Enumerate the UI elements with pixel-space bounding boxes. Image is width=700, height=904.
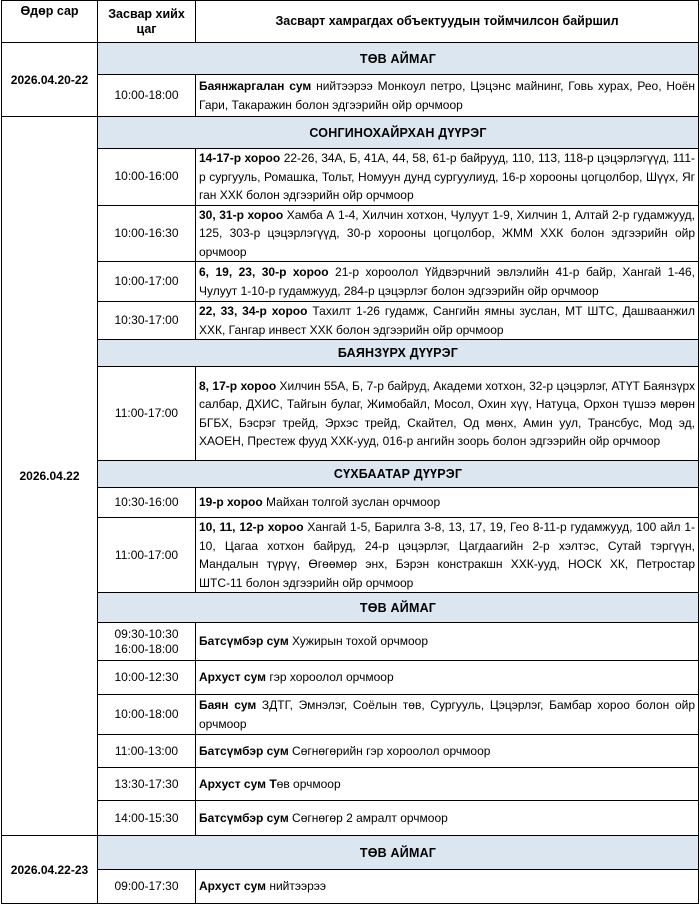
table-row: [2, 262, 699, 302]
time-cell: 10:00-16:30: [98, 205, 196, 262]
location-cell: [196, 302, 699, 340]
location-text: ЗДТГ, Эмнэлэг, Соёлын төв, Сургууль, Цэцэрлэг, Бамбар хороо болон ойр орчмоор: [199, 698, 695, 731]
location-text: Тахилт 1-26 гудамж, Сангийн ямны зуслан, МТ ШТС, Дашваанжил ХХК, Гангар инвест ХХК болон эдгээрийн ойр орчмоор: [199, 304, 696, 337]
location-bold: Батсүмбэр сум: [199, 634, 289, 649]
location-bold: 22, 33, 34-р хороо: [199, 304, 308, 318]
time-cell: 10:30-16:00: [98, 488, 196, 518]
location-cell: [196, 870, 699, 904]
time-cell: 10:00-12:30: [98, 661, 196, 695]
date-column-header: Өдөр сар: [2, 1, 98, 43]
time-cell: 10:30-17:00: [98, 302, 196, 340]
location-text: 21-р хороолол Үйдвэрчний эвлэлийн 41-р байр, Хангай 1-46, Чулуут 1-10-р гудамжууд, 284-р цэцэрлэг болон эдгээрийн ойр орчмоор: [199, 265, 695, 298]
location-text: Майхан толгой зуслан орчмоор: [262, 495, 441, 510]
table-row: [2, 695, 699, 735]
time-cell: 10:00-16:00: [98, 149, 196, 206]
region-header: СҮХБААТАР ДҮҮРЭГ: [98, 461, 699, 488]
region-header: СОНГИНОХАЙРХАН ДҮҮРЭГ: [98, 117, 699, 149]
region-header: ТӨВ АЙМАГ: [98, 836, 699, 870]
table-row: [2, 870, 699, 904]
location-text: Хангай 1-5, Барилга 3-8, 13, 17, 19, Гео 8-11-р гудамжууд, 100 айл 1-10, Цагаа хотхон байруд, 24-р цэцэрлэг, Цагдаагийн 2-р хэлтэс, Сутай тэргүүн, Мандалын түрүү, Өгөөмөр энх, Бэрэн констракшн ХХК-ууд, НОСК ХК, Петростар ШТС-11 болон эдгээрийн ойр орчмоор: [199, 520, 695, 590]
table-row: [2, 623, 699, 661]
table-row: [2, 488, 699, 518]
table-row: [2, 801, 699, 836]
region-header: ТӨВ АЙМАГ: [98, 593, 699, 623]
location-cell: [196, 623, 699, 661]
location-text: Сөгнөгөр 2 амралт орчмоор: [288, 810, 448, 825]
region-row: [2, 836, 699, 870]
location-text: нийтээрээ: [265, 879, 327, 894]
location-text: нийтээрээ Монкоул петро, Цэцэнс майнинг, Говь хурах, Рео, Ноён Гари, Такаражин болон эдгээрийн ойр орчмоор: [199, 79, 696, 112]
location-text: гэр хороолол орчмоор: [265, 670, 394, 685]
schedule-table: [1, 0, 699, 904]
header-row: [2, 1, 699, 43]
location-cell: [196, 149, 699, 206]
table-row: [2, 149, 699, 206]
table-row: [2, 205, 699, 262]
date-cell: 2026.04.22-23: [2, 836, 98, 904]
region-row: [2, 117, 699, 149]
location-bold: Архуст сум: [199, 670, 266, 685]
location-cell: [196, 801, 699, 836]
location-bold: 30, 31-р хороо: [199, 207, 284, 222]
time-cell: 09:30-10:30 16:00-18:00: [98, 623, 196, 661]
location-cell: [196, 262, 699, 302]
region-row: [2, 340, 699, 367]
time-cell: 10:00-17:00: [98, 262, 196, 302]
location-bold: 19-р хороо: [199, 495, 263, 510]
time-cell: 10:00-18:00: [98, 695, 196, 735]
location-bold: Баян сум: [199, 698, 257, 712]
date-cell: 2026.04.22: [2, 117, 98, 836]
time-cell: 09:00-17:30: [98, 870, 196, 904]
location-cell: [196, 75, 699, 117]
location-bold: 10, 11, 12-р хороо: [199, 520, 304, 534]
region-row: [2, 43, 699, 75]
location-cell: [196, 205, 699, 262]
location-cell: [196, 768, 699, 801]
time-cell: 14:00-15:30: [98, 801, 196, 836]
region-header: БАЯНЗҮРХ ДҮҮРЭГ: [98, 340, 699, 367]
table-row: [2, 75, 699, 117]
date-cell: 2026.04.20-22: [2, 43, 98, 117]
location-bold: Батсүмбэр сум: [199, 743, 289, 758]
location-cell: [196, 661, 699, 695]
table-row: [2, 302, 699, 340]
location-text: Сөгнөгөрийн гэр хороолол орчмоор: [288, 743, 491, 758]
region-row: [2, 461, 699, 488]
location-bold: Баянжаргалан сум: [199, 79, 312, 93]
time-cell: 10:00-18:00: [98, 75, 196, 117]
location-cell: [196, 488, 699, 518]
location-bold: 8, 17-р хороо: [199, 378, 277, 393]
location-cell: [196, 518, 699, 593]
time-cell: 13:30-17:30: [98, 768, 196, 801]
table-row: [2, 735, 699, 768]
location-bold: Батсүмбэр сум: [199, 810, 289, 825]
time-column-header: Засвар хийх цаг: [98, 1, 196, 43]
location-bold: 14-17-р хороо: [199, 151, 281, 165]
time-cell: 11:00-17:00: [98, 367, 196, 461]
table-row: [2, 768, 699, 801]
region-row: [2, 593, 699, 623]
location-bold: Архуст сум: [199, 879, 266, 894]
location-cell: [196, 367, 699, 461]
table-row: [2, 367, 699, 461]
location-cell: [196, 695, 699, 735]
location-text: Хилчин 55А, Б, 7-р байруд, Академи хотхон, 32-р цэцэрлэг, АТҮТ Баянзүрх салбар, ДХИС, Тайгын булаг, Жимобайл, Мосол, Охин хүү, Натуца, Орхон түшээ мөрөн БГБХ, Бэсрэг трейд, Эрхэс трейд, Скайтел, Од мөнх, Амин уул, Трансбус, Мод эд, ХАОЕН, Престеж фууд ХХК-ууд, 016-р ангийн зоорь болон эдгээрийн ойр орчмоор: [199, 378, 695, 448]
location-text: Хужирын тохой орчмоор: [288, 634, 428, 649]
table-row: [2, 518, 699, 593]
region-header: ТӨВ АЙМАГ: [98, 43, 699, 75]
location-cell: [196, 735, 699, 768]
location-column-header: Засварт хамрагдах объектуудын тоймчилсон байршил: [196, 1, 699, 43]
time-cell: 11:00-13:00: [98, 735, 196, 768]
location-bold: Архуст сум Т: [199, 776, 277, 791]
location-bold: 6, 19, 23, 30-р хороо: [199, 265, 329, 279]
time-cell: 11:00-17:00: [98, 518, 196, 593]
location-text: өв орчмоор: [276, 776, 341, 791]
location-text: Хамба А 1-4, Хилчин хотхон, Чулуут 1-9, Хилчин 1, Алтай 2-р гудамжууд, 125, 303-р цэцэрлэгүүд, 30-р хорооны цогцолбор, ЖММ ХХК болон эдгээрийн ойр орчмоор: [199, 207, 696, 259]
table-row: [2, 661, 699, 695]
location-text: 22-26, 34А, Б, 41А, 44, 58, 61-р байрууд, 110, 113, 118-р цэцэрлэгүүд, 111-р сургууль, Ромашка, Тольт, Номуун дунд сургуулиуд, 16-р хорооны цогцолбор, Шүүх, Яг ган ХХК болон эдгээрийн ойр орчмоор: [199, 151, 696, 202]
